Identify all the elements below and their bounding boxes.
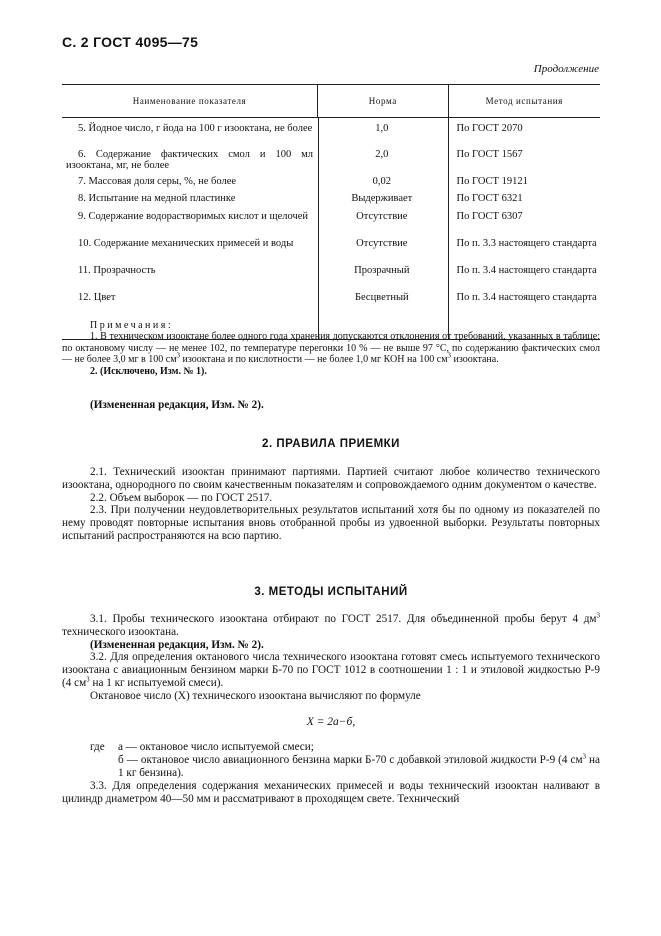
- notes-block: [62, 320, 600, 377]
- table-row: 10. Содержание механических примесей и воды Отсутствие По п. 3.3 настоящего стандарта: [78, 238, 597, 249]
- notes-revised: (Измененная редакция, Изм. № 2).: [90, 399, 264, 411]
- note-1: 1. В техническом изооктане более одного года хранения допускаются отклонения от требований, указанных в таблице: по октановому числу — не менее 102, по температуре перегонки 10 % — не выше 97 °С, по содержанию фактических смол — не более 3,0 мг в 100 $см^3$ изооктана и по кислотности — не более 1,0 мг КОН на 100 $см^3$ изооктана.: [62, 331, 600, 366]
- continuation-label: Продолжение: [533, 63, 599, 75]
- note-2: 2. (Исключено, Изм. № 1).: [90, 365, 207, 377]
- section-3-body: [62, 613, 600, 703]
- para-3-2: 3.2. Для определения октанового числа технического изооктана готовят смесь испытуемого технического изооктана с авиационным бензином марки Б-70 по ГОСТ 1012 в соотношении 1 : 1 и этиловой жидкостью Р-9 (4 $см^3$ на 1 кг испытуемой смеси).: [62, 651, 600, 689]
- table-row: 7. Массовая доля серы, %, не более 0,02 По ГОСТ 19121: [78, 176, 528, 187]
- section-2-heading: 2. ПРАВИЛА ПРИЕМКИ: [262, 438, 400, 450]
- table-row: 8. Испытание на медной пластинке Выдерживает По ГОСТ 6321: [78, 193, 523, 204]
- indicators-table: [62, 84, 600, 340]
- where-b: б — октановое число авиационного бензина марки Б-70 с добавкой этиловой жидкости Р-9 (4 $см^3$ на 1 кг бензина).: [118, 752, 600, 779]
- table-row: 9. Содержание водорастворимых кислот и щелочей Отсутствие По ГОСТ 6307: [78, 211, 523, 222]
- col-header-norm: Норма: [318, 85, 449, 117]
- table-body: [62, 118, 600, 340]
- table-row: 12. Цвет Бесцветный По п. 3.4 настоящего стандарта: [78, 292, 597, 303]
- notes-title: Примечания:: [90, 320, 174, 331]
- table-row: 11. Прозрачность Прозрачный По п. 3.4 настоящего стандарта: [78, 265, 597, 276]
- col-header-method: Метод испытания: [485, 96, 563, 106]
- section-3-revised: (Измененная редакция, Изм. № 2).: [90, 638, 264, 651]
- table-row: 6. Содержание фактических смол и 100 мл изооктана, мг, не более 2,0 По ГОСТ 1567: [66, 149, 523, 171]
- para-2-1: 2.1. Технический изооктан принимают партиями. Партией считают любое количество технического изооктана, однородного по своим качественным показателям и сопровождаемого одним документом о качестве.: [62, 466, 600, 491]
- para-2-2: 2.2. Объем выборок — по ГОСТ 2517.: [90, 491, 273, 504]
- para-3-3: 3.3. Для определения содержания механических примесей и воды технический изооктан наливают в цилиндр диаметром 40—50 мм и рассматривают в проходящем свете. Технический: [62, 780, 600, 805]
- col-header-name: Наименование показателя: [62, 85, 318, 117]
- page-header: С. 2 ГОСТ 4095—75: [62, 34, 199, 50]
- formula: X = 2a−б,: [306, 716, 356, 728]
- para-2-3: 2.3. При получении неудовлетворительных результатов испытаний хотя бы по одному из показателей по нему проводят повторные испытания вновь отобранной пробы из удвоенной выборки. Результаты повторных испытаний распространяются на всю партию.: [62, 504, 600, 542]
- table-row: 5. Йодное число, г йода на 100 г изооктана, не более 1,0 По ГОСТ 2070: [78, 123, 523, 134]
- para-3-formula-intro: Октановое число (X) технического изооктана вычисляют по формуле: [90, 689, 421, 702]
- section-2-body: [62, 466, 600, 543]
- where-label: где: [90, 741, 105, 753]
- where-a: а — октановое число испытуемой смеси;: [118, 741, 314, 753]
- section-3-heading: 3. МЕТОДЫ ИСПЫТАНИЙ: [254, 586, 408, 598]
- table-header: [62, 84, 600, 118]
- para-3-1: 3.1. Пробы технического изооктана отбирают по ГОСТ 2517. Для объединенной пробы берут 4 $дм^3$ технического изооктана.: [62, 611, 600, 638]
